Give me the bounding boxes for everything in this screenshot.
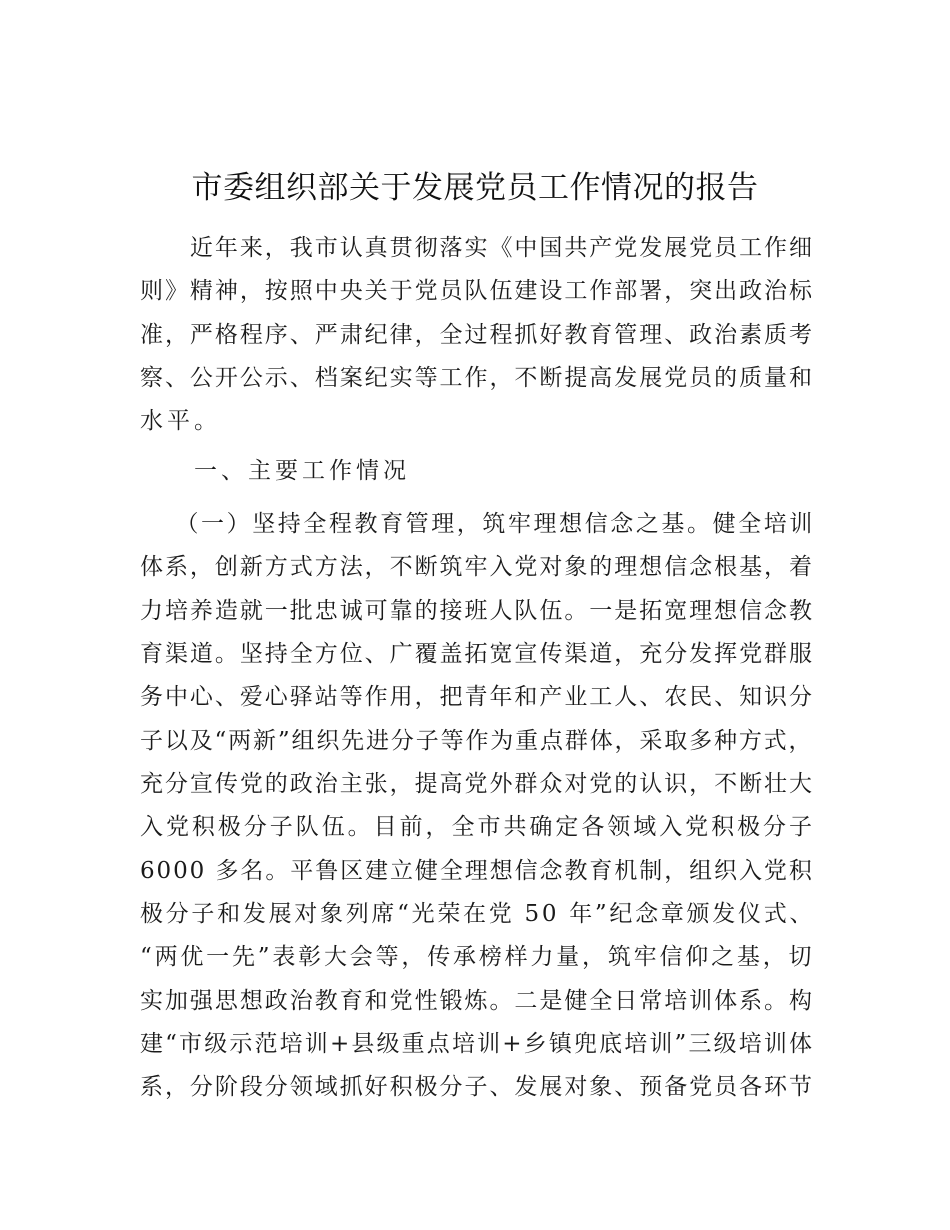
- paragraph-line: 察、公开公示、档案纪实等工作，不断提高发展党员的质量和: [140, 365, 814, 391]
- paragraph-line: 6000 多名。平鲁区建立健全理想信念教育机制，组织入党积: [140, 858, 814, 884]
- paragraph-line: 准，严格程序、严肃纪律，全过程抓好教育管理、政治素质考: [140, 322, 814, 348]
- paragraph-line: “两优一先”表彰大会等，传承榜样力量，筑牢信仰之基，切: [140, 944, 815, 970]
- paragraph-line: 入党积极分子队伍。目前，全市共确定各领域入党积极分子: [140, 814, 815, 840]
- paragraph-line: 一、主要工作情况: [140, 458, 410, 484]
- paragraph-line: 务中心、爱心驿站等作用，把青年和产业工人、农民、知识分: [140, 684, 814, 710]
- paragraph-line: 则》精神，按照中央关于党员队伍建设工作部署，突出政治标: [140, 278, 814, 304]
- paragraph-line: 实加强思想政治教育和党性锻炼。二是健全日常培训体系。构: [140, 988, 814, 1014]
- paragraph-line: 建“市级示范培训+县级重点培训+乡镇兜底培训”三级培训体: [140, 1031, 815, 1057]
- paragraph-line: 力培养造就一批忠诚可靠的接班人队伍。一是拓宽理想信念教: [140, 598, 814, 624]
- paragraph-line: 系，分阶段分领域抓好积极分子、发展对象、预备党员各环节: [140, 1074, 814, 1100]
- paragraph-line: 水平。: [140, 408, 221, 434]
- document-title: 市委组织部关于发展党员工作情况的报告: [191, 170, 759, 206]
- paragraph-line: 近年来，我市认真贯彻落实《中国共产党发展党员工作细: [140, 235, 814, 261]
- paragraph-line: 体系，创新方式方法，不断筑牢入党对象的理想信念根基，着: [140, 554, 814, 580]
- paragraph-line: 极分子和发展对象列席“光荣在党 50 年”纪念章颁发仪式、: [140, 901, 816, 927]
- paragraph-line: 育渠道。坚持全方位、广覆盖拓宽宣传渠道，充分发挥党群服: [140, 641, 814, 667]
- paragraph-line: 子以及“两新”组织先进分子等作为重点群体，采取多种方式，: [140, 728, 814, 754]
- paragraph-line: （一）坚持全程教育管理，筑牢理想信念之基。健全培训: [140, 511, 815, 537]
- paragraph-line: 充分宣传党的政治主张，提高党外群众对党的认识，不断壮大: [140, 771, 814, 797]
